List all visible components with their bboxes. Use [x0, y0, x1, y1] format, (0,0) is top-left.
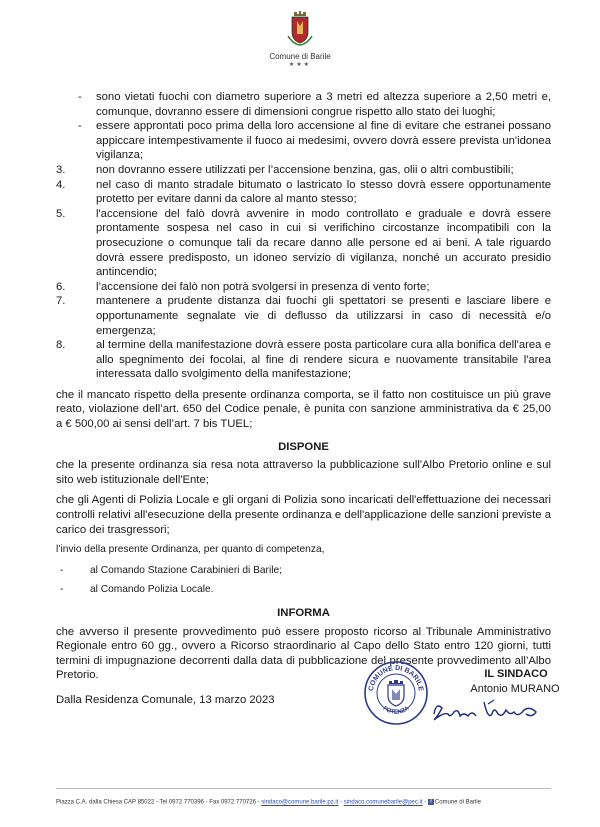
municipality-name: Comune di Barile [269, 52, 331, 61]
svg-text:POTENZA: POTENZA [381, 705, 411, 716]
list-item: - essere approntati poco prima della loro accensione al fine di evitare che estranei possano appiccare intempestivamente il fuoco ai medesimi, ovvero dovrà essere prevista un'idonea vigilanza; [78, 120, 551, 162]
footer-divider [56, 788, 551, 789]
list-item: 3. non dovranno essere utilizzati per l’accensione benzina, gas, olii o altri combustibili; [56, 163, 514, 176]
informa-paragraph: che avverso il presente provvedimento può essere proposto ricorso al Tribunale Amministrativo Regionale entro 60 gg., ovvero a Ricorso straordinario al Capo dello Stato entro 120 giorni, tutti termini di impugnazione decorrenti dalla data di pubblicazione del presente provvedimento all’Albo Pretorio. [56, 625, 551, 682]
email-link[interactable]: sindaco@comune.barile.pz.it [261, 799, 339, 806]
mayor-title: IL SINDACO [484, 668, 548, 680]
dash-bullet: - [78, 91, 82, 103]
ordinance-body [56, 90, 551, 708]
list-item: 8. al termine della manifestazione dovrà essere posta particolare cura alla bonifica dell'area e allo spegnimento dei focolai, al fine di rendere sicura e nuovamente transitabile l'area interessata dallo svolgimento della manifestazione; [56, 339, 551, 381]
header-stars: ★★★ [288, 62, 312, 68]
facebook-page: Comune di Barile [434, 799, 481, 806]
municipal-seal-icon [363, 660, 429, 726]
dash-bullet: - [78, 120, 82, 133]
dispone-paragraph-1: che la presente ordinanza sia resa nota attraverso la pubblicazione sull'Albo Pretorio online e sul sito web istituzionale dell'Ente; [56, 459, 551, 486]
list-item: 4. nel caso di manto stradale bitumato o lastricato lo stesso dovrà essere opportunamente protetto per evitare danni da calore al manto stesso; [56, 178, 551, 206]
svg-text:COMUNE DI BARILE: COMUNE DI BARILE [368, 664, 424, 692]
list-item: 7. mantenere a prudente distanza dai fuochi gli spettatori se presenti e lasciare libere e opportunamente segnalate vie di deflusso da utilizzarsi in caso di necessità e/o emergenza; [56, 295, 551, 337]
pec-email-link[interactable]: sindaco.comunebarile@pec.it [343, 799, 423, 806]
handwritten-signature [428, 694, 548, 726]
informa-heading: INFORMA [277, 607, 330, 619]
penalty-paragraph: che il mancato rispetto della presente ordinanza comporta, se il fatto non costituisce un più grave reato, violazione dell’art. 650 del Codice penale, è punita con sanzione amministrativa da € 25,00 a € 500,00 ai sensi dell’art. 7 bis TUEL; [56, 388, 551, 431]
recipient-item: - al Comando Stazione Carabinieri di Barile; [56, 564, 551, 579]
recipient-item: - al Comando Polizia Locale. [56, 583, 551, 598]
invio-paragraph: l’invio della presente Ordinanza, per quanto di competenza, [56, 544, 325, 556]
footer: Piazza C.A. dalla Chiesa CAP 85022 - Tel 0972 770396 - Fax 0972 770726 - sindaco@comune.barile.pz.it - sindaco.comunebarile@pec.it - f Comune di Barile [56, 799, 481, 806]
list-item: 5. l'accensione del falò dovrà avvenire in modo controllato e graduale e dovrà essere prontamente sospesa nel caso in cui si verifichino circostanze incompatibili con la prosecuzione o comunque tali da recare danno alle persone ed ai beni. A tale riguardo dovrà essere predisposto, un idoneo servizio di vigilanza, nonché un accurato presidio antincendio; [56, 207, 551, 279]
dispone-paragraph-2: che gli Agenti di Polizia Locale e gli organi di Polizia sono incaricati dell'effettuazione dei necessari controlli relativi all'esecuzione della presente ordinanza e dell'applicazione delle sanzioni previste a carico dei trasgressori; [56, 494, 551, 536]
list-item: 6. l’accensione dei falò non potrà svolgersi in presenza di vento forte; [56, 280, 430, 293]
dash-bullet: - [60, 564, 64, 576]
dispone-heading: DISPONE [278, 440, 329, 453]
date-line: Dalla Residenza Comunale, 13 marzo 2023 [56, 693, 275, 706]
list-item: - sono vietati fuochi con diametro superiore a 3 metri ed altezza superiore a 2,50 metri e, comunque, dovranno essere di dimensioni congrue rispetto allo stato dei luoghi; [78, 91, 551, 118]
facebook-icon: f [428, 799, 434, 805]
dash-bullet: - [60, 584, 64, 596]
coat-of-arms-icon [285, 6, 315, 46]
mayor-name: Antonio MURANO [470, 683, 560, 695]
